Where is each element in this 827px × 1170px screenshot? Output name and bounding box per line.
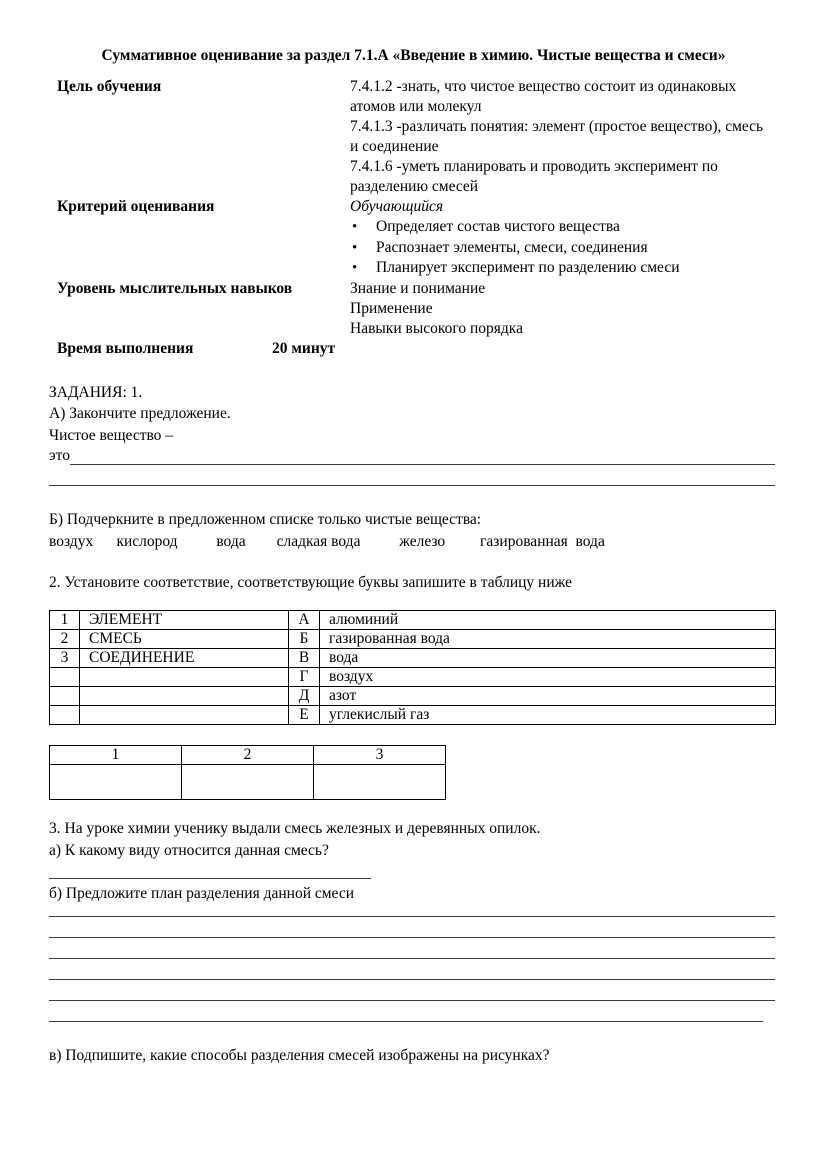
skill-level: Знание и понимание	[350, 279, 486, 297]
document-title: Суммативное оценивание за раздел 7.1.А «Введение в химию. Чистые вещества и смеси»	[101, 47, 726, 64]
match-letter: Г	[289, 668, 320, 687]
writing-line	[49, 1001, 763, 1022]
writing-line-short	[49, 861, 371, 879]
answer-table	[49, 745, 446, 800]
writing-line	[49, 917, 775, 938]
match-letter: В	[289, 649, 320, 668]
writing-line	[49, 905, 775, 917]
criteria-bullet: • Определяет состав чистого вещества	[350, 217, 775, 238]
task3b-instruction: б) Предложите план разделения данной смеси	[49, 885, 354, 903]
task1a-line-prefix: это	[49, 447, 70, 465]
answer-header: 3	[314, 746, 446, 765]
match-substance: вода	[320, 649, 776, 668]
learning-goal-row	[57, 77, 775, 197]
table-row	[50, 611, 776, 630]
tasks-section	[0, 382, 827, 1067]
table-row	[50, 668, 776, 687]
answer-cell	[314, 765, 446, 800]
match-substance: углекислый газ	[320, 706, 776, 725]
match-substance: алюминий	[320, 611, 776, 630]
match-term: СМЕСЬ	[80, 630, 289, 649]
task3c-instruction: в) Подпишите, какие способы разделения смесей изображены на рисунках?	[49, 1046, 550, 1064]
match-substance: воздух	[320, 668, 776, 687]
match-term	[80, 687, 289, 706]
tasks-heading: ЗАДАНИЯ: 1.	[49, 383, 143, 401]
assessment-meta-block	[0, 77, 827, 359]
time-value: 20 минут	[272, 339, 336, 357]
criteria-row	[57, 197, 775, 279]
objective-item: 7.4.1.2 -знать, что чистое вещество состоит из одинаковых атомов или молекул	[350, 78, 737, 115]
time-label: Время выполнения	[57, 339, 194, 357]
writing-line	[70, 446, 775, 465]
match-term	[80, 668, 289, 687]
answer-table-value-row	[50, 765, 446, 800]
task1b-instruction: Б) Подчеркните в предложенном списке только чистые вещества:	[49, 511, 482, 529]
match-number	[50, 687, 80, 706]
time-row	[57, 339, 775, 359]
skill-level: Применение	[350, 299, 433, 317]
match-number	[50, 668, 80, 687]
match-number: 1	[50, 611, 80, 630]
writing-line	[49, 959, 775, 980]
writing-line	[49, 980, 775, 1001]
answer-cell	[50, 765, 182, 800]
answer-table-header-row	[50, 746, 446, 765]
thinking-skills-levels	[350, 279, 775, 339]
task3-instruction: 3. На уроке химии ученику выдали смесь железных и деревянных опилок.	[49, 820, 541, 838]
table-row	[50, 630, 776, 649]
match-letter: Б	[289, 630, 320, 649]
learning-goal-objectives	[350, 77, 775, 197]
task1b-options: воздух кислород вода сладкая вода железо газированная вода	[49, 532, 605, 550]
match-substance: газированная вода	[320, 630, 776, 649]
task3a-instruction: а) К какому виду относится данная смесь?	[49, 841, 329, 859]
match-term	[80, 706, 289, 725]
criteria-bullet: • Распознает элементы, смеси, соединения	[350, 238, 775, 259]
table-row	[50, 649, 776, 668]
writing-line	[49, 938, 775, 959]
table-row	[50, 706, 776, 725]
objective-item: 7.4.1.3 -различать понятия: элемент (простое вещество), смесь и соединение	[350, 118, 764, 155]
table-row	[50, 687, 776, 706]
criteria-intro: Обучающийся	[350, 198, 444, 215]
thinking-skills-row	[57, 279, 775, 339]
criteria-content	[350, 197, 775, 279]
objective-item: 7.4.1.6 -уметь планировать и проводить эксперимент по разделению смесей	[350, 158, 718, 195]
matching-table	[49, 610, 776, 725]
match-number	[50, 706, 80, 725]
criteria-label: Критерий оценивания	[57, 198, 215, 215]
learning-goal-label: Цель обучения	[57, 78, 162, 95]
thinking-skills-label: Уровень мыслительных навыков	[57, 279, 293, 297]
match-term: ЭЛЕМЕНТ	[80, 611, 289, 630]
answer-header: 2	[182, 746, 314, 765]
task1a-answer-line	[49, 446, 775, 465]
match-letter: Е	[289, 706, 320, 725]
writing-line	[49, 465, 775, 486]
answer-cell	[182, 765, 314, 800]
criteria-bullet-list	[350, 217, 775, 279]
match-number: 2	[50, 630, 80, 649]
match-letter: А	[289, 611, 320, 630]
match-letter: Д	[289, 687, 320, 706]
skill-level: Навыки высокого порядка	[350, 319, 523, 337]
answer-header: 1	[50, 746, 182, 765]
task1a-instruction: А) Закончите предложение.	[49, 405, 231, 423]
task2-instruction: 2. Установите соответствие, соответствующие буквы запишите в таблицу ниже	[49, 574, 573, 592]
criteria-bullet: • Планирует эксперимент по разделению смеси	[350, 258, 775, 279]
match-substance: азот	[320, 687, 776, 706]
match-term: СОЕДИНЕНИЕ	[80, 649, 289, 668]
task1a-prompt: Чистое вещество –	[49, 426, 174, 444]
match-number: 3	[50, 649, 80, 668]
